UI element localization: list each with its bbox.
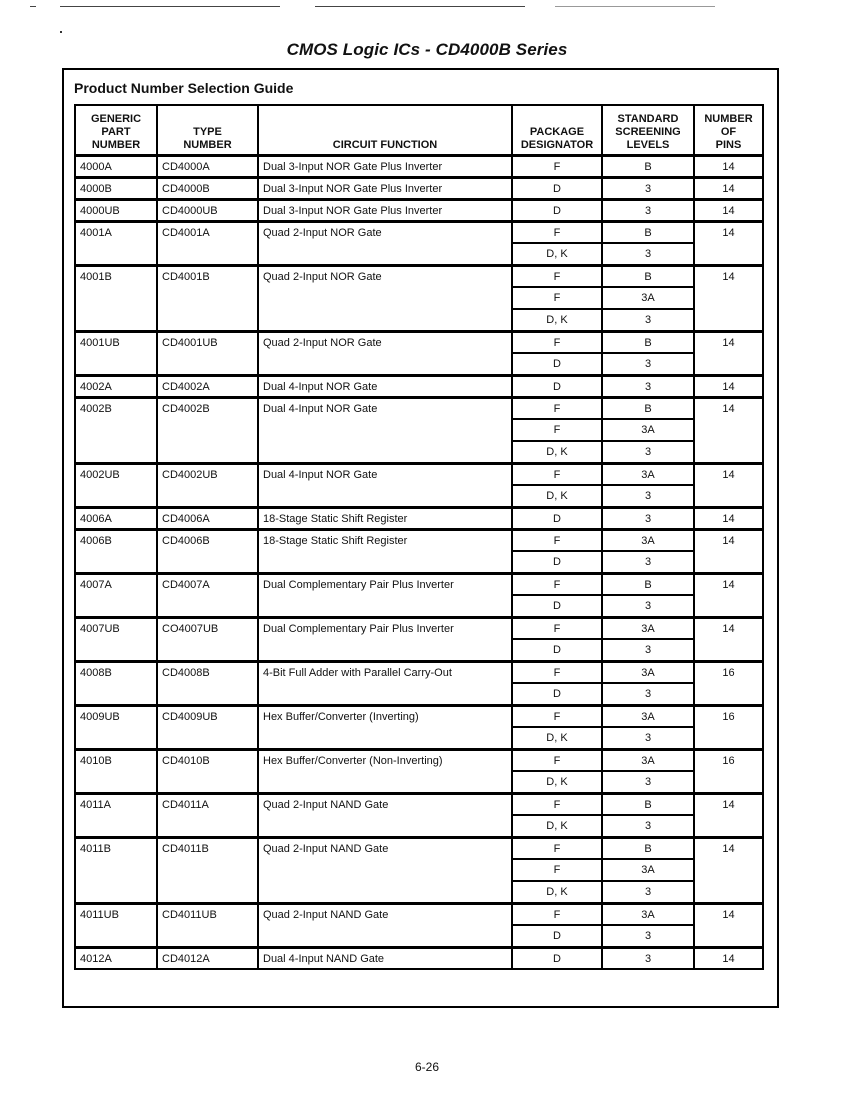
circuit-function-cell: Dual 4-Input NOR Gate	[258, 397, 512, 463]
package-designator-cell: F	[512, 793, 602, 815]
screening-level-cell: 3A	[602, 705, 694, 727]
scan-speck	[60, 31, 62, 33]
header-line: LEVELS	[626, 138, 670, 151]
package-designator-cell: D, K	[512, 485, 602, 507]
generic-part-number-cell: 4010B	[75, 749, 157, 793]
package-designator-cell: D	[512, 199, 602, 221]
screening-level-cell: 3A	[602, 903, 694, 925]
header-type-number	[157, 105, 258, 155]
scan-artifact-line	[60, 6, 280, 7]
header-circuit-function	[258, 105, 512, 155]
type-number-cell: CD4012A	[157, 947, 258, 969]
package-designator-cell: D, K	[512, 771, 602, 793]
circuit-function-cell: Quad 2-Input NOR Gate	[258, 265, 512, 331]
screening-level-cell: 3	[602, 243, 694, 265]
package-designator-cell: D	[512, 595, 602, 617]
screening-level-cell: 3	[602, 177, 694, 199]
number-of-pins-cell: 14	[694, 573, 763, 617]
page-number: 6-26	[414, 1060, 440, 1074]
screening-level-cell: 3	[602, 683, 694, 705]
generic-part-number-cell: 4000B	[75, 177, 157, 199]
package-designator-cell: D	[512, 353, 602, 375]
screening-level-cell: 3	[602, 199, 694, 221]
circuit-function-cell: Hex Buffer/Converter (Inverting)	[258, 705, 512, 749]
package-designator-cell: F	[512, 837, 602, 859]
number-of-pins-cell: 14	[694, 265, 763, 331]
header-line: PART	[101, 125, 131, 138]
screening-level-cell: 3	[602, 947, 694, 969]
header-line: GENERIC	[90, 112, 142, 125]
scan-artifact-line	[555, 6, 715, 7]
type-number-cell: CO4007UB	[157, 617, 258, 661]
type-number-cell: CD4011UB	[157, 903, 258, 947]
screening-level-cell: 3	[602, 485, 694, 507]
number-of-pins-cell: 14	[694, 947, 763, 969]
screening-level-cell: 3	[602, 353, 694, 375]
type-number-cell: CD4000A	[157, 155, 258, 177]
package-designator-cell: F	[512, 265, 602, 287]
table-row	[75, 903, 763, 925]
package-designator-cell: D, K	[512, 727, 602, 749]
screening-level-cell: 3	[602, 815, 694, 837]
guide-title: Product Number Selection Guide	[74, 80, 294, 96]
generic-part-number-cell: 4002B	[75, 397, 157, 463]
number-of-pins-cell: 14	[694, 529, 763, 573]
screening-level-cell: 3	[602, 309, 694, 331]
generic-part-number-cell: 4000UB	[75, 199, 157, 221]
header-line: NUMBER	[91, 138, 141, 151]
package-designator-cell: F	[512, 573, 602, 595]
header-line: STANDARD	[617, 112, 679, 125]
table-row	[75, 177, 763, 199]
number-of-pins-cell: 14	[694, 397, 763, 463]
generic-part-number-cell: 4002UB	[75, 463, 157, 507]
number-of-pins-cell: 16	[694, 705, 763, 749]
screening-level-cell: 3A	[602, 661, 694, 683]
generic-part-number-cell: 4006A	[75, 507, 157, 529]
table-row	[75, 221, 763, 243]
number-of-pins-cell: 14	[694, 507, 763, 529]
generic-part-number-cell: 4007UB	[75, 617, 157, 661]
header-line: TYPE	[193, 125, 222, 138]
generic-part-number-cell: 4009UB	[75, 705, 157, 749]
circuit-function-cell: Dual 3-Input NOR Gate Plus Inverter	[258, 199, 512, 221]
table-row	[75, 705, 763, 727]
number-of-pins-cell: 14	[694, 837, 763, 903]
screening-level-cell: 3	[602, 639, 694, 661]
table-row	[75, 375, 763, 397]
header-generic-part-number	[75, 105, 157, 155]
package-designator-cell: F	[512, 529, 602, 551]
package-designator-cell: F	[512, 903, 602, 925]
package-designator-cell: F	[512, 397, 602, 419]
number-of-pins-cell: 16	[694, 749, 763, 793]
screening-level-cell: B	[602, 265, 694, 287]
number-of-pins-cell: 14	[694, 617, 763, 661]
table-row	[75, 507, 763, 529]
circuit-function-cell: Hex Buffer/Converter (Non-Inverting)	[258, 749, 512, 793]
type-number-cell: CD4001UB	[157, 331, 258, 375]
circuit-function-cell: Dual 4-Input NAND Gate	[258, 947, 512, 969]
screening-level-cell: 3	[602, 375, 694, 397]
header-line: DESIGNATOR	[520, 138, 594, 151]
type-number-cell: CD4002B	[157, 397, 258, 463]
package-designator-cell: F	[512, 287, 602, 309]
type-number-cell: CD4000UB	[157, 199, 258, 221]
table-row	[75, 749, 763, 771]
generic-part-number-cell: 4011A	[75, 793, 157, 837]
type-number-cell: CD4006B	[157, 529, 258, 573]
header-package-designator	[512, 105, 602, 155]
screening-level-cell: 3A	[602, 529, 694, 551]
screening-level-cell: B	[602, 837, 694, 859]
generic-part-number-cell: 4011B	[75, 837, 157, 903]
table-row	[75, 463, 763, 485]
package-designator-cell: D, K	[512, 815, 602, 837]
table-header-row	[75, 105, 763, 155]
table-row	[75, 947, 763, 969]
circuit-function-cell: Dual 4-Input NOR Gate	[258, 463, 512, 507]
package-designator-cell: F	[512, 419, 602, 441]
package-designator-cell: D, K	[512, 441, 602, 463]
screening-level-cell: 3	[602, 727, 694, 749]
document-title: CMOS Logic ICs - CD4000B Series	[286, 40, 568, 59]
generic-part-number-cell: 4001UB	[75, 331, 157, 375]
header-line: OF	[720, 125, 737, 138]
table-row	[75, 155, 763, 177]
screening-level-cell: 3	[602, 507, 694, 529]
table-row	[75, 265, 763, 287]
generic-part-number-cell: 4006B	[75, 529, 157, 573]
screening-level-cell: B	[602, 221, 694, 243]
number-of-pins-cell: 14	[694, 375, 763, 397]
screening-level-cell: 3	[602, 595, 694, 617]
table-row	[75, 529, 763, 551]
table-row	[75, 617, 763, 639]
circuit-function-cell: Dual Complementary Pair Plus Inverter	[258, 617, 512, 661]
type-number-cell: CD4001B	[157, 265, 258, 331]
package-designator-cell: F	[512, 221, 602, 243]
circuit-function-cell: Dual Complementary Pair Plus Inverter	[258, 573, 512, 617]
circuit-function-cell: Quad 2-Input NAND Gate	[258, 903, 512, 947]
package-designator-cell: F	[512, 155, 602, 177]
scan-artifact-line	[315, 6, 525, 7]
package-designator-cell: D	[512, 375, 602, 397]
screening-level-cell: 3A	[602, 419, 694, 441]
number-of-pins-cell: 14	[694, 903, 763, 947]
screening-level-cell: B	[602, 573, 694, 595]
type-number-cell: CD4000B	[157, 177, 258, 199]
package-designator-cell: F	[512, 705, 602, 727]
selection-guide-table	[74, 104, 764, 970]
header-screening-levels	[602, 105, 694, 155]
circuit-function-cell: Dual 3-Input NOR Gate Plus Inverter	[258, 155, 512, 177]
screening-level-cell: 3	[602, 771, 694, 793]
number-of-pins-cell: 14	[694, 177, 763, 199]
screening-level-cell: B	[602, 793, 694, 815]
screening-level-cell: 3A	[602, 617, 694, 639]
type-number-cell: CD4009UB	[157, 705, 258, 749]
header-line: PINS	[715, 138, 742, 151]
package-designator-cell: F	[512, 617, 602, 639]
package-designator-cell: D, K	[512, 243, 602, 265]
screening-level-cell: 3A	[602, 859, 694, 881]
package-designator-cell: F	[512, 463, 602, 485]
type-number-cell: CD4011A	[157, 793, 258, 837]
generic-part-number-cell: 4001A	[75, 221, 157, 265]
circuit-function-cell: 4-Bit Full Adder with Parallel Carry-Out	[258, 661, 512, 705]
header-line: NUMBER	[704, 112, 753, 125]
scan-artifact-line	[30, 6, 36, 7]
type-number-cell: CD4008B	[157, 661, 258, 705]
package-designator-cell: D	[512, 639, 602, 661]
package-designator-cell: F	[512, 331, 602, 353]
package-designator-cell: D	[512, 177, 602, 199]
table-row	[75, 793, 763, 815]
header-line: PACKAGE	[529, 125, 585, 138]
generic-part-number-cell: 4008B	[75, 661, 157, 705]
circuit-function-cell: Dual 4-Input NOR Gate	[258, 375, 512, 397]
type-number-cell: CD4007A	[157, 573, 258, 617]
generic-part-number-cell: 4001B	[75, 265, 157, 331]
circuit-function-cell: Quad 2-Input NOR Gate	[258, 221, 512, 265]
table-row	[75, 573, 763, 595]
table-row	[75, 331, 763, 353]
screening-level-cell: B	[602, 397, 694, 419]
screening-level-cell: 3A	[602, 463, 694, 485]
package-designator-cell: D	[512, 683, 602, 705]
type-number-cell: CD4010B	[157, 749, 258, 793]
number-of-pins-cell: 16	[694, 661, 763, 705]
screening-level-cell: B	[602, 331, 694, 353]
package-designator-cell: F	[512, 859, 602, 881]
screening-level-cell: 3A	[602, 287, 694, 309]
circuit-function-cell: Dual 3-Input NOR Gate Plus Inverter	[258, 177, 512, 199]
screening-level-cell: 3	[602, 881, 694, 903]
package-designator-cell: D	[512, 551, 602, 573]
number-of-pins-cell: 14	[694, 199, 763, 221]
number-of-pins-cell: 14	[694, 221, 763, 265]
number-of-pins-cell: 14	[694, 463, 763, 507]
circuit-function-cell: 18-Stage Static Shift Register	[258, 529, 512, 573]
circuit-function-cell: Quad 2-Input NOR Gate	[258, 331, 512, 375]
package-designator-cell: F	[512, 661, 602, 683]
package-designator-cell: D	[512, 925, 602, 947]
package-designator-cell: D	[512, 507, 602, 529]
number-of-pins-cell: 14	[694, 331, 763, 375]
number-of-pins-cell: 14	[694, 793, 763, 837]
generic-part-number-cell: 4002A	[75, 375, 157, 397]
table-body	[75, 155, 763, 969]
generic-part-number-cell: 4000A	[75, 155, 157, 177]
number-of-pins-cell: 14	[694, 155, 763, 177]
package-designator-cell: D	[512, 947, 602, 969]
circuit-function-cell: Quad 2-Input NAND Gate	[258, 793, 512, 837]
screening-level-cell: 3	[602, 925, 694, 947]
header-line: NUMBER	[183, 138, 232, 151]
type-number-cell: CD4011B	[157, 837, 258, 903]
type-number-cell: CD4006A	[157, 507, 258, 529]
screening-level-cell: B	[602, 155, 694, 177]
circuit-function-cell: Quad 2-Input NAND Gate	[258, 837, 512, 903]
header-number-of-pins	[694, 105, 763, 155]
table-row	[75, 397, 763, 419]
package-designator-cell: D, K	[512, 881, 602, 903]
table-row	[75, 661, 763, 683]
type-number-cell: CD4002A	[157, 375, 258, 397]
screening-level-cell: 3	[602, 441, 694, 463]
package-designator-cell: D, K	[512, 309, 602, 331]
table-row	[75, 837, 763, 859]
circuit-function-cell: 18-Stage Static Shift Register	[258, 507, 512, 529]
header-line: SCREENING	[615, 125, 681, 138]
header-line: CIRCUIT FUNCTION	[332, 138, 438, 151]
screening-level-cell: 3A	[602, 749, 694, 771]
generic-part-number-cell: 4011UB	[75, 903, 157, 947]
package-designator-cell: F	[512, 749, 602, 771]
screening-level-cell: 3	[602, 551, 694, 573]
table-row	[75, 199, 763, 221]
generic-part-number-cell: 4007A	[75, 573, 157, 617]
type-number-cell: CD4001A	[157, 221, 258, 265]
generic-part-number-cell: 4012A	[75, 947, 157, 969]
type-number-cell: CD4002UB	[157, 463, 258, 507]
